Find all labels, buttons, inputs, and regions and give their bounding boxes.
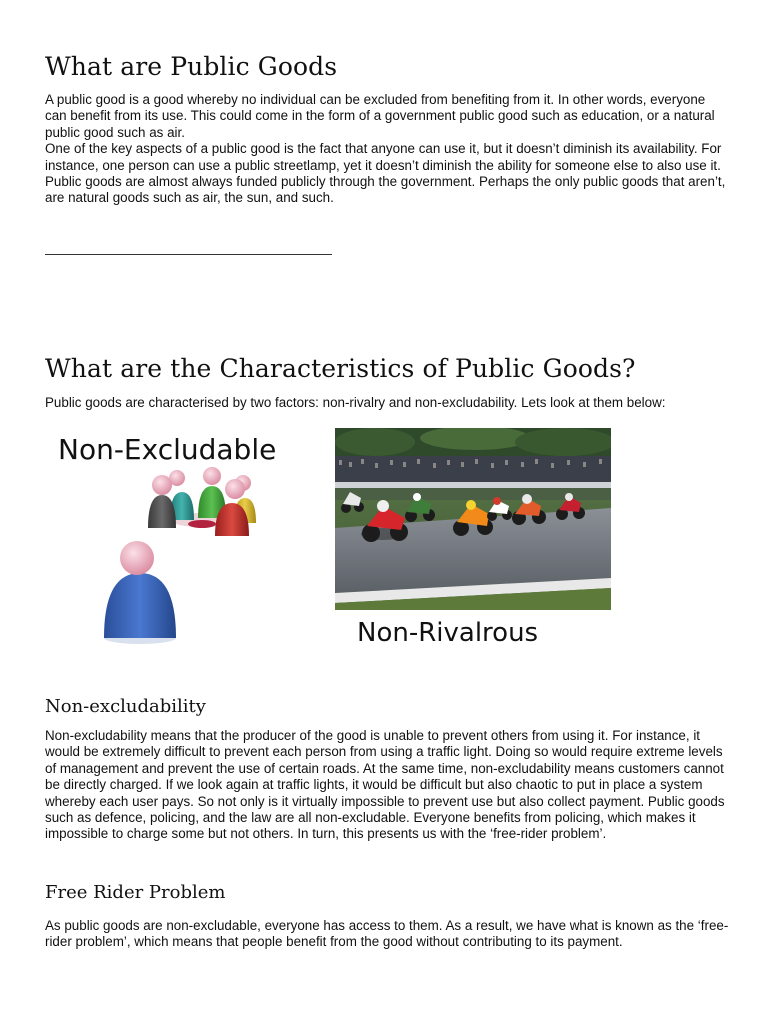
paragraph-non-excludability: Non-excludability means that the producer of the good is unable to prevent others from using it. For instance, it would be extremely difficult to prevent each person from using a traffic light. Doing so would require extreme levels of management and prevent the use of certain roads. At the same time, non-excludability means customers cannot be directly charged. If we look again at traffic lights, it would be difficult but also chaotic to put in place a system whereby each user pays. So not only is it virtually impossible to prevent use but also collect payment. Public goods such as defence, policing, and the law are all non-excludable. Everyone benefits from policing, which makes it impossible to charge some but not others. In turn, this presents us with the ‘free-rider problem’. (45, 728, 725, 842)
intro-paragraphs (45, 92, 730, 207)
heading-public-goods: What are Public Goods (45, 52, 338, 81)
paragraph-definition: A public good is a good whereby no individual can be excluded from benefiting from it. In other words, everyone can benefit from its use. This could come in the form of a government public good such as education, or a natural public good such as air. (45, 92, 715, 140)
non-rivalrous-figure (335, 428, 611, 650)
paragraph-key-aspects: One of the key aspects of a public good is the fact that anyone can use it, but it doesn’t diminish its availability. For instance, one person can use a public streetlamp, yet it doesn’t diminish the ability for someone else to also use it. (45, 141, 722, 173)
figure-caption-non-excludable: Non-Excludable (58, 433, 277, 466)
race-photo (335, 428, 611, 610)
heading-characteristics: What are the Characteristics of Public Goods? (45, 354, 636, 383)
paragraph-characteristics: Public goods are characterised by two factors: non-rivalry and non-excludability. Lets look at them below: (45, 395, 666, 410)
paragraph-free-rider: As public goods are non-excludable, everyone has access to them. As a result, we have what is known as the ‘free-rider problem’, which means that people benefit from the good without contributing to its payment. (45, 918, 729, 950)
heading-free-rider: Free Rider Problem (45, 882, 226, 903)
figure-caption-non-rivalrous: Non-Rivalrous (357, 618, 539, 648)
paragraph-funding: Public goods are almost always funded publicly through the government. Perhaps the only public goods that aren’t, are natural goods such as air, the sun, and such. (45, 174, 726, 206)
heading-non-excludability: Non-excludability (45, 696, 206, 717)
non-excludable-figure (52, 428, 327, 650)
divider-line (45, 254, 332, 255)
